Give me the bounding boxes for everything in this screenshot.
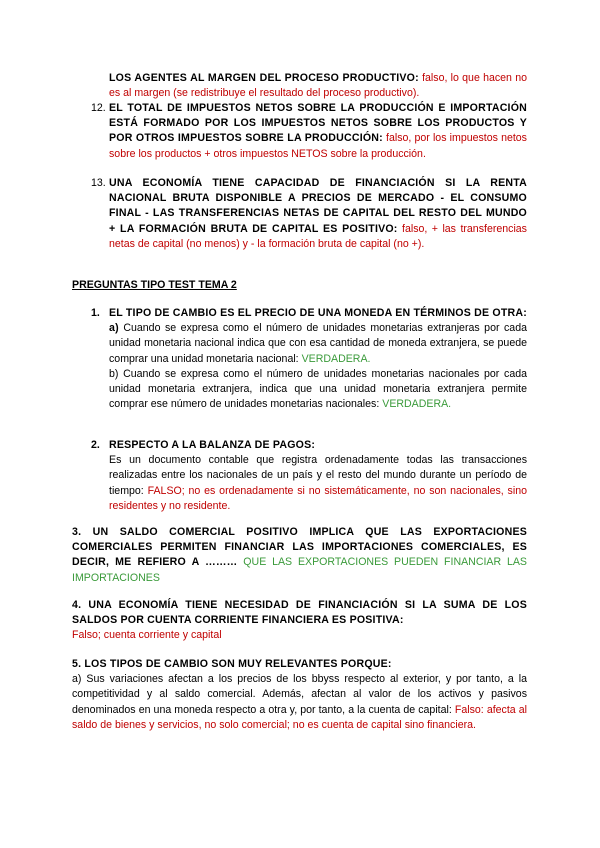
item-12: [109, 101, 527, 162]
q1-option-b: [109, 367, 527, 413]
q5-body: [72, 672, 527, 733]
q1-a-verdict: VERDADERA.: [301, 352, 371, 365]
q2-title: RESPECTO A LA BALANZA DE PAGOS:: [109, 439, 316, 451]
item-12-number: 12.: [91, 102, 106, 114]
item-13-question: UNA ECONOMÍA TIENE CAPACIDAD DE FINANCIACIÓN SI LA RENTA NACIONAL BRUTA DISPONIBLE A PRECIOS DE MERCADO - EL CONSUMO FINAL - LAS TRANSFERENCIAS NETAS DE CAPITAL DEL RESTO DEL MUNDO + LA FORMACIÓN BRUTA DE CAPITAL ES POSITIVO:: [109, 177, 527, 235]
item-11-continuation: [109, 71, 527, 101]
item-13: [109, 176, 527, 252]
item-12-question: EL TOTAL DE IMPUESTOS NETOS SOBRE LA PRODUCCIÓN E IMPORTACIÓN ESTÁ FORMADO POR LOS IMPUESTOS NETOS SOBRE LOS PRODUCTOS Y POR OTROS IMPUESTOS SOBRE LA PRODUCCIÓN:: [109, 102, 527, 145]
q3-title: 3. UN SALDO COMERCIAL POSITIVO IMPLICA QUE LAS EXPORTACIONES COMERCIALES PERMITEN FINANCIAR LAS IMPORTACIONES COMERCIALES, ES DECIR, ME REFIERO A ………: [72, 526, 527, 569]
q2-verdict: FALSO; no es ordenadamente si no sistemáticamente, no son nacionales, sino residentes y no residente.: [109, 484, 527, 512]
q5-text: a) Sus variaciones afectan a los precios de los bbyss respecto al exterior, y por tanto, a la competitividad y al saldo comercial. Además, afectan al valor de los activos y pasivos denominados en una moneda respecto a otra y, por tanto, a la cuenta de capital:: [72, 673, 527, 716]
q1-a-label: a): [109, 322, 119, 335]
item-13-answer: falso, + las transferencias netas de capital (no menos) y - la formación bruta de capital (no +).: [109, 222, 527, 250]
q1-number: 1.: [91, 307, 100, 319]
q5-verdict: Falso: afecta al saldo de bienes y servicios, no solo comercial; no es cuenta de capital sino financiera.: [72, 703, 528, 731]
item-12-answer: falso, por los impuestos netos sobre los productos + otros impuestos NETOS sobre la producción.: [109, 132, 527, 160]
q2-body: [109, 453, 527, 514]
q5-title: 5. LOS TIPOS DE CAMBIO SON MUY RELEVANTES PORQUE:: [72, 658, 392, 670]
item-11-question: LOS AGENTES AL MARGEN DEL PROCESO PRODUCTIVO:: [109, 72, 419, 84]
q1-b-text: b) Cuando se expresa como el número de unidades monetarias nacionales por cada unidad monetaria extranjera, indica que una unidad monetaria extranjera permite comprar ese número de unidades monetarias nacionales:: [109, 367, 527, 411]
q4-title: 4. UNA ECONOMÍA TIENE NECESIDAD DE FINANCIACIÓN SI LA SUMA DE LOS SALDOS POR CUENTA CORRIENTE FINANCIERA ES POSITIVA:: [72, 599, 527, 627]
q4: [72, 598, 527, 644]
q2-text: Es un documento contable que registra ordenadamente todas las transacciones realizadas entre los nacionales de un país y el resto del mundo durante un período de tiempo:: [109, 454, 527, 497]
item-11-answer: falso, lo que hacen no es al margen (se redistribuye el resultado del proceso productivo).: [109, 72, 527, 100]
q1: [109, 306, 527, 412]
q2-number: 2.: [91, 439, 100, 451]
q1-title: EL TIPO DE CAMBIO ES EL PRECIO DE UNA MONEDA EN TÉRMINOS DE OTRA:: [109, 307, 527, 319]
q5: [72, 657, 527, 733]
q1-option-a: [109, 321, 527, 367]
q2: [109, 438, 527, 514]
q1-b-verdict: VERDADERA.: [382, 398, 452, 411]
q1-a-text: Cuando se expresa como el número de unidades monetarias extranjeras por cada unidad monetaria nacional indica que con esa cantidad de moneda extranjera, se puede comprar una unidad monetaria nacional:: [109, 322, 527, 365]
item-13-number: 13.: [91, 177, 106, 189]
section-title: PREGUNTAS TIPO TEST TEMA 2: [72, 279, 237, 291]
q3: [72, 525, 527, 586]
q3-answer: QUE LAS EXPORTACIONES PUEDEN FINANCIAR LAS IMPORTACIONES: [72, 556, 527, 584]
q4-answer: Falso; cuenta corriente y capital: [72, 629, 222, 642]
